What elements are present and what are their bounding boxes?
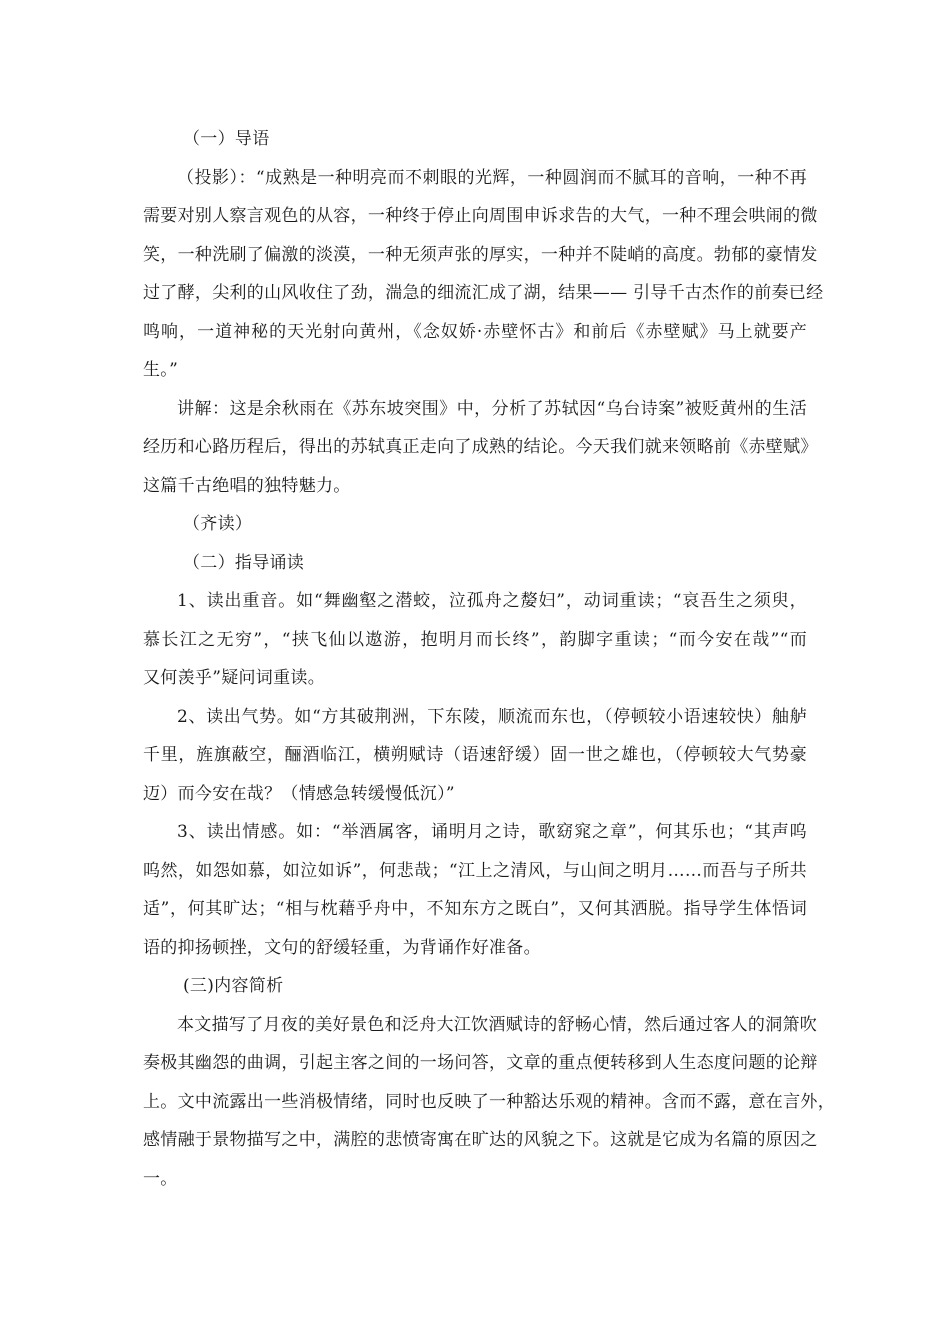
section-heading-analysis: (三)内容简析: [183, 976, 284, 996]
paragraph-line: 奏极其幽怨的曲调，引起主客之间的一场问答，文章的重点便转移到人生态度问题的论辩: [143, 1053, 818, 1073]
paragraph-line: 这篇千古绝唱的独特魅力。: [143, 475, 351, 496]
paragraph-line: 迈）而今安在哉？（情感急转缓慢低沉）”: [143, 783, 455, 804]
paragraph-line: 1、读出重音。如“舞幽壑之潜蛟，泣孤舟之嫠妇”，动词重读；“哀吾生之须臾，: [177, 591, 807, 611]
paragraph-line: 3、读出情感。如：“举酒属客，诵明月之诗，歌窈窕之章”，何其乐也；“其声呜: [177, 822, 807, 842]
paragraph-line: 适”，何其旷达；“相与枕藉乎舟中，不知东方之既白”，又何其洒脱。指导学生体悟词: [143, 899, 807, 919]
paragraph-line: 经历和心路历程后，得出的苏轼真正走向了成熟的结论。今天我们就来领略前《赤壁赋》: [143, 437, 818, 457]
paragraph-line: 生。”: [143, 360, 179, 380]
paragraph-line: 语的抑扬顿挫，文句的舒缓轻重，为背诵作好准备。: [143, 937, 541, 958]
paragraph-line: 千里，旌旗蔽空，酾酒临江，横朔赋诗（语速舒缓）固一世之雄也，（停顿较大气势豪: [143, 745, 807, 765]
section-heading-recitation: （二）指导诵读: [183, 552, 305, 573]
instruction-read-aloud: （齐读）: [183, 514, 253, 534]
paragraph-line: 慕长江之无穷”，“挟飞仙以遨游，抱明月而长终”，韵脚字重读；“而今安在哉”“而: [143, 629, 807, 650]
paragraph-line: 笑，一种洗刷了偏激的淡漠，一种无须声张的厚实，一种并不陡峭的高度。勃郁的豪情发: [143, 244, 818, 265]
paragraph-line: 需要对别人察言观色的从容，一种终于停止向周围申诉求告的大气，一种不理会哄闹的微: [143, 206, 818, 226]
paragraph-line: 呜然，如怨如慕，如泣如诉”，何悲哉；“江上之清风，与山间之明月……而吾与子所共: [143, 860, 807, 881]
paragraph-line: 又何羡乎”疑问词重读。: [143, 668, 325, 688]
paragraph-line: 一。: [143, 1168, 178, 1189]
document-body: [143, 120, 835, 1198]
paragraph-line: 上。文中流露出一些消极情绪，同时也反映了一种豁达乐观的精神。含而不露，意在言外，: [143, 1091, 835, 1112]
paragraph-line: （投影）：“成熟是一种明亮而不刺眼的光辉，一种圆润而不腻耳的音响，一种不再: [177, 167, 807, 188]
paragraph-line: 鸣响，一道神秘的天光射向黄州，《念奴娇·赤壁怀古》和前后《赤壁赋》马上就要产: [143, 321, 807, 342]
paragraph-line: 讲解：这是余秋雨在《苏东坡突围》中，分析了苏轼因“乌台诗案”被贬黄州的生活: [177, 398, 807, 419]
paragraph-line: 感情融于景物描写之中，满腔的悲愤寄寓在旷达的风貌之下。这就是它成为名篇的原因之: [143, 1130, 818, 1150]
paragraph-line: 2、读出气势。如“方其破荆洲，下东陵，顺流而东也，（停顿较小语速较快）舳舻: [177, 706, 807, 727]
section-heading-intro: （一）导语: [183, 129, 270, 149]
paragraph-line: 本文描写了月夜的美好景色和泛舟大江饮酒赋诗的舒畅心情，然后通过客人的洞箫吹: [177, 1014, 818, 1035]
paragraph-line: 过了酵，尖利的山风收住了劲，湍急的细流汇成了湖，结果—— 引导千古杰作的前奏已经: [143, 283, 824, 303]
